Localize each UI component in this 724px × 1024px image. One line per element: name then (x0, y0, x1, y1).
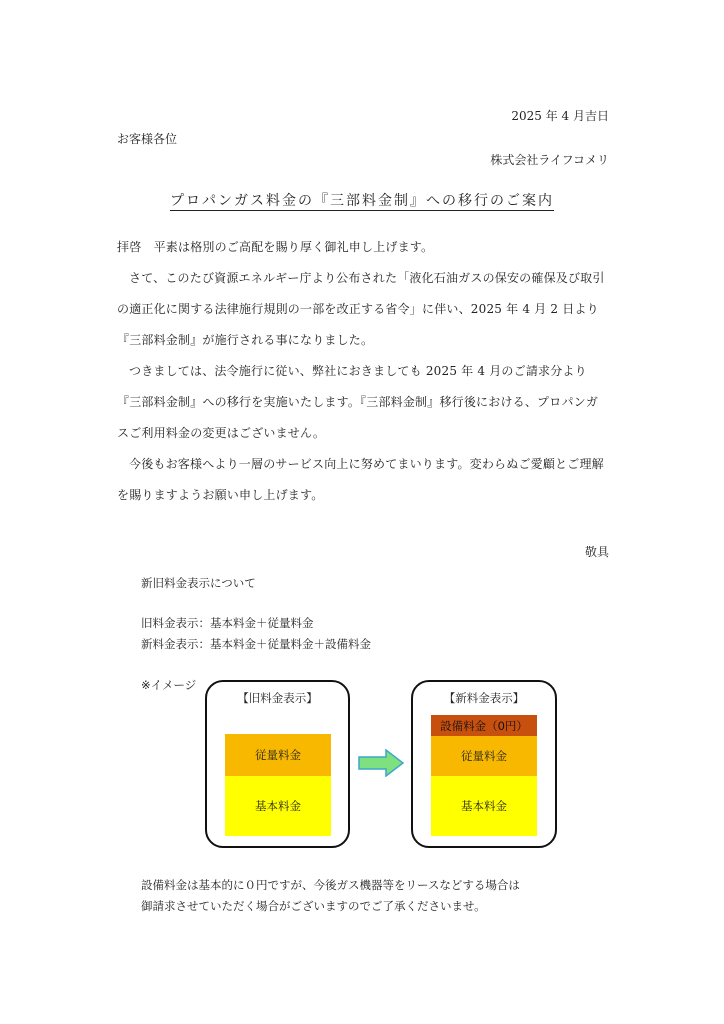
old-pricing-line: 旧料金表示：基本料金＋従量料金 (141, 616, 314, 630)
old-usage-fee-label: 従量料金 (255, 748, 301, 762)
new-equipment-fee-label: 設備料金（0円） (440, 718, 528, 733)
new-usage-fee-label: 従量料金 (461, 749, 507, 763)
section-title: 新旧料金表示について (141, 576, 256, 590)
body-paragraph-1: さて、このたび資源エネルギー庁より公布された「液化石油ガスの保安の確保及び取引の適正化に関する法律施行規則の一部を改正する省令」に伴い、2025 年 4 月 2 日より『三部料金制』が施行される事になりました。 (117, 271, 605, 347)
note-line-2: 御請求させていただく場合がございますのでご了承くださいませ。 (141, 899, 486, 913)
old-pricing-diagram (205, 680, 350, 848)
transition-arrow-icon (358, 749, 404, 777)
new-pricing-diagram (411, 680, 557, 848)
note-line-1: 設備料金は基本的に０円ですが、今後ガス機器等をリースなどする場合は (141, 878, 520, 892)
old-box-title: 【旧料金表示】 (237, 691, 318, 705)
closing-word: 敬具 (584, 545, 609, 559)
letter-body (117, 232, 609, 511)
company-name: 株式会社ライフコメリ (490, 153, 609, 167)
document-title-text: プロパンガス料金の『三部料金制』への移行のご案内 (170, 193, 554, 209)
old-base-fee-block (225, 776, 331, 836)
old-usage-fee-block (225, 734, 331, 776)
new-base-fee-block (431, 776, 537, 836)
body-paragraph-3: 今後もお客様へより一層のサービス向上に努めてまいります。変わらぬご愛顧とご理解を賜りますようお願い申し上げます。 (117, 457, 604, 502)
new-box-title: 【新料金表示】 (443, 691, 525, 705)
greeting-paragraph: 拝啓 平素は格別のご高配を賜り厚く御礼申し上げます。 (117, 240, 434, 254)
document-title (0, 190, 724, 210)
old-base-fee-label: 基本料金 (255, 799, 301, 813)
image-label: ※イメージ (141, 678, 197, 692)
letter-date: 2025 年 4 月吉日 (511, 109, 609, 123)
body-paragraph-2: つきましては、法令施行に従い、弊社におきましても 2025 年 4 月のご請求分より『三部料金制』への移行を実施いたします。『三部料金制』移行後における、プロパンガスご利用料金の変更はございません。 (117, 364, 599, 440)
new-base-fee-label: 基本料金 (461, 799, 507, 813)
new-equipment-fee-block (431, 715, 537, 736)
new-pricing-line: 新料金表示：基本料金＋従量料金＋設備料金 (141, 637, 371, 651)
addressee: お客様各位 (117, 132, 178, 146)
new-usage-fee-block (431, 736, 537, 776)
